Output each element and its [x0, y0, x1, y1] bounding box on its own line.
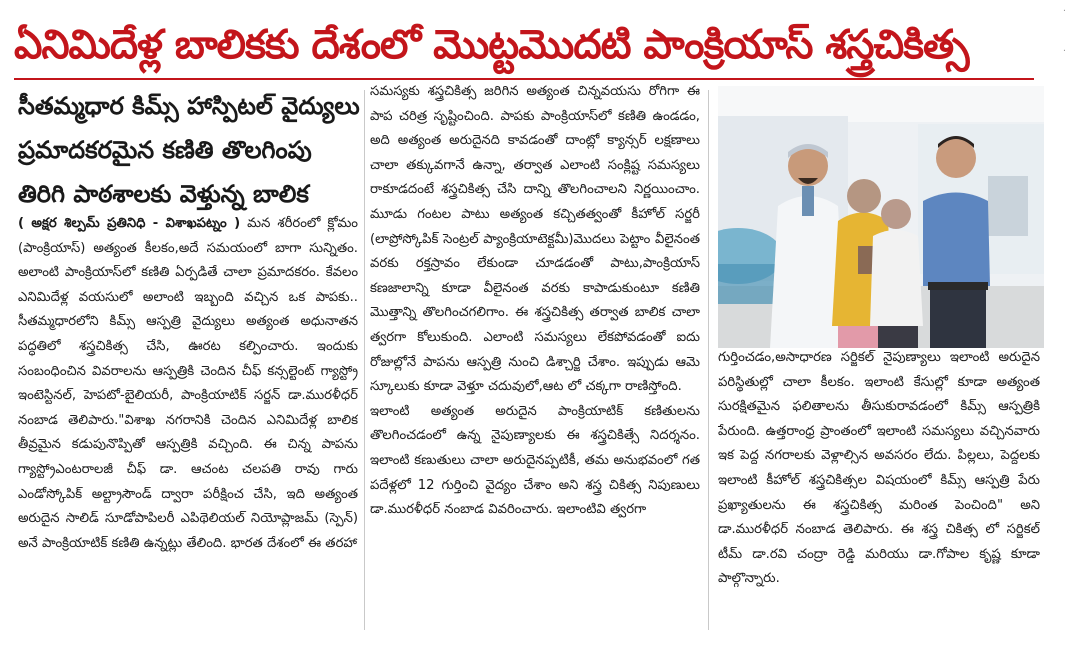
page-edge-mark-1: ·: [1062, 6, 1066, 17]
headline: ఏనిమిదేళ్ల బాలికకు దేశంలో మొట్టమొదటి పాంక్రియాస్ శస్త్రచికిత్స: [14, 22, 969, 68]
byline: ( అక్షర శిల్పమ్ ప్రతినిధి - విశాఖపట్నం ): [18, 216, 241, 231]
column-divider-1: [364, 90, 365, 630]
article-photo: [718, 86, 1044, 348]
deck-line-1: సీతమ్మధార కిమ్స్ హాస్పిటల్ వైద్యులు: [18, 92, 360, 120]
deck-line-3: తిరిగి పాఠశాలకు వెళ్తున్న బాలిక: [18, 180, 309, 208]
page-edge-mark-2: ·: [1062, 46, 1066, 57]
column-3-text: గుర్తించడం,అసాధారణ సర్జికల్ నైపుణ్యాలు ఇలాంటి అరుదైన పరిస్థితుల్లో చాలా కీలకం. ఇలాంటి కేసుల్లో కూడా అత్యంత సురక్షితమైన ఫలితాలను తీసుకురావడంలో కిమ్స్ ఆస్పత్రికి పేరుంది. ఉత్తరాంధ్ర ప్రాంతంలో ఇలాంటి సమస్యలు వచ్చినవారు ఇక పెద్ద నగరాలకు వెళ్లాల్సిన అవసరం లేదు. పిల్లలు, పెద్దలకు ఇలాంటి కీహోల్ శస్త్రచికిత్సల విషయంలో కిమ్స్ ఆస్పత్రి పేరు ప్రఖ్యాతులను ఈ శస్త్రచికిత్స మరింత పెంచింది" అని డా.మురళీధర్ నంబాడ తెలిపారు. ఈ శస్త్ర చికిత్స లో సర్జికల్ టీమ్ డా.రవి చంద్రా రెడ్డి మరియు డా.గోపాల కృష్ణ కూడా పాల్గొన్నారు.: [718, 350, 1040, 587]
column-divider-2: [708, 90, 709, 630]
deck: [18, 84, 363, 216]
photo-illustration: [718, 86, 1044, 348]
column-2-paragraph-2: ఇలాంటి అత్యంత అరుదైన పాంక్రియాటిక్ కణితులను తొలగించడంలో ఉన్న నైపుణ్యాలకు ఈ శస్త్రచికిత్సే నిదర్శనం. ఇలాంటి కణుతులు చాలా అరుదైనప్పటికీ, తమ అనుభవంలో గత పదేళ్లలో 12 గుర్తించి వైద్యం చేశాం అని శస్త్ర చికిత్స నిపుణులు డా.మురళీధర్ నంబాడ వివరించారు. ఇలాంటివి త్వరగా: [370, 403, 700, 518]
article-column-2: [370, 80, 700, 635]
column-1-text: మన శరీరంలో క్లోమం (పాంక్రియాస్) అత్యంత కీలకం,అదే సమయంలో బాగా సున్నితం. అలాంటి పాంక్రియాస్‌లో కణితి ఏర్పడితే చాలా ప్రమాదకరం. కేవలం ఎనిమిదేళ్ల వయసులో అలాంటి ఇబ్బంది వచ్చిన ఒక పాపకు.. సీతమ్మధారలోని కిమ్స్ ఆస్పత్రి వైద్యులు అత్యంత అధునాతన పద్ధతిలో శస్త్రచికిత్స చేసి, ఊరట కల్పించారు. ఇందుకు సంబంధించిన వివరాలను ఆస్పత్రికి చెందిన చీఫ్ కన్సల్టెంట్ గ్యాస్ట్రో ఇంటెస్టినల్, హెపటో-బైలియరీ, పాంక్రియాటిక్ సర్జన్ డా.మురళీధర్ నంబాడ తెలిపారు."విశాఖ నగరానికి చెందిన ఎనిమిదేళ్ల బాలిక తీవ్రమైన కడుపునొప్పితో ఆస్పత్రికి వచ్చింది. ఈ చిన్న పాపను గ్యాస్ట్రోఎంటరాలజీ చీఫ్ డా. ఆచంట చలపతి రావు గారు ఎండోస్కోపిక్ అల్ట్రాసౌండ్ ద్వారా పరీక్షించ చేసి, ఇది అత్యంత అరుదైన సాలిడ్ సూడోపాపిలరీ ఎపిథెలియల్ నియోప్లాజమ్ (స్పెన్) అనే పాంక్రియాటిక్ కణితి ఉన్నట్లు తేలింది. భారత దేశంలో ఈ తరహా: [18, 216, 358, 551]
column-2-paragraph-1: సమస్యకు శస్త్రచికిత్స జరిగిన అత్యంత చిన్నవయసు రోగిగా ఈ పాప చరిత్ర సృష్టించింది. పాపకు పాంక్రియాస్‌లో కణితి ఉండడం, అది అత్యంత అరుదైనది కావడంతో దాంట్లో క్యాన్సర్ లక్షణాలు చాలా తక్కువగానే ఉన్నా, తర్వాత ఎలాంటి సంక్లిష్ట సమస్యలు రాకూడదంటే శస్త్రచికిత్స చేసి దాన్ని తొలగించాలని నిర్ణయించాం. మూడు గంటల పాటు అత్యంత కచ్చితత్వంతో కీహోల్ సర్జరీ (లాప్రోస్కోపిక్ సెంట్రల్ ప్యాంక్రియాటెక్టమీ)మొదలు పెట్టాం వీలైనంత వరకు రక్తస్రావం లేకుండా చూడడంతో పాటు,పాంక్రియాస్ కణజాలాన్ని కూడా వీలైనంత వరకు కాపాడుకుంటూ కణితి మొత్తాన్ని తొలగించగలిగాం. ఈ శస్త్రచికిత్స తర్వాత బాలిక చాలా త్వరగా కోలుకుంది. ఎలాంటి సమస్యలు లేకపోవడంతో ఐదు రోజుల్లోనే పాపను ఆస్పత్రి నుంచి డిశ్చార్జి చేశాం. ఇప్పుడు ఆమె స్కూలుకు కూడా వెళ్తూ చదువులో,ఆట లో చక్కగా రాణిస్తోంది.: [370, 84, 700, 395]
article-column-1: [18, 212, 358, 632]
deck-line-2: ప్రమాదకరమైన కణితి తొలగింపు: [18, 136, 312, 164]
article-column-3: [718, 346, 1040, 636]
